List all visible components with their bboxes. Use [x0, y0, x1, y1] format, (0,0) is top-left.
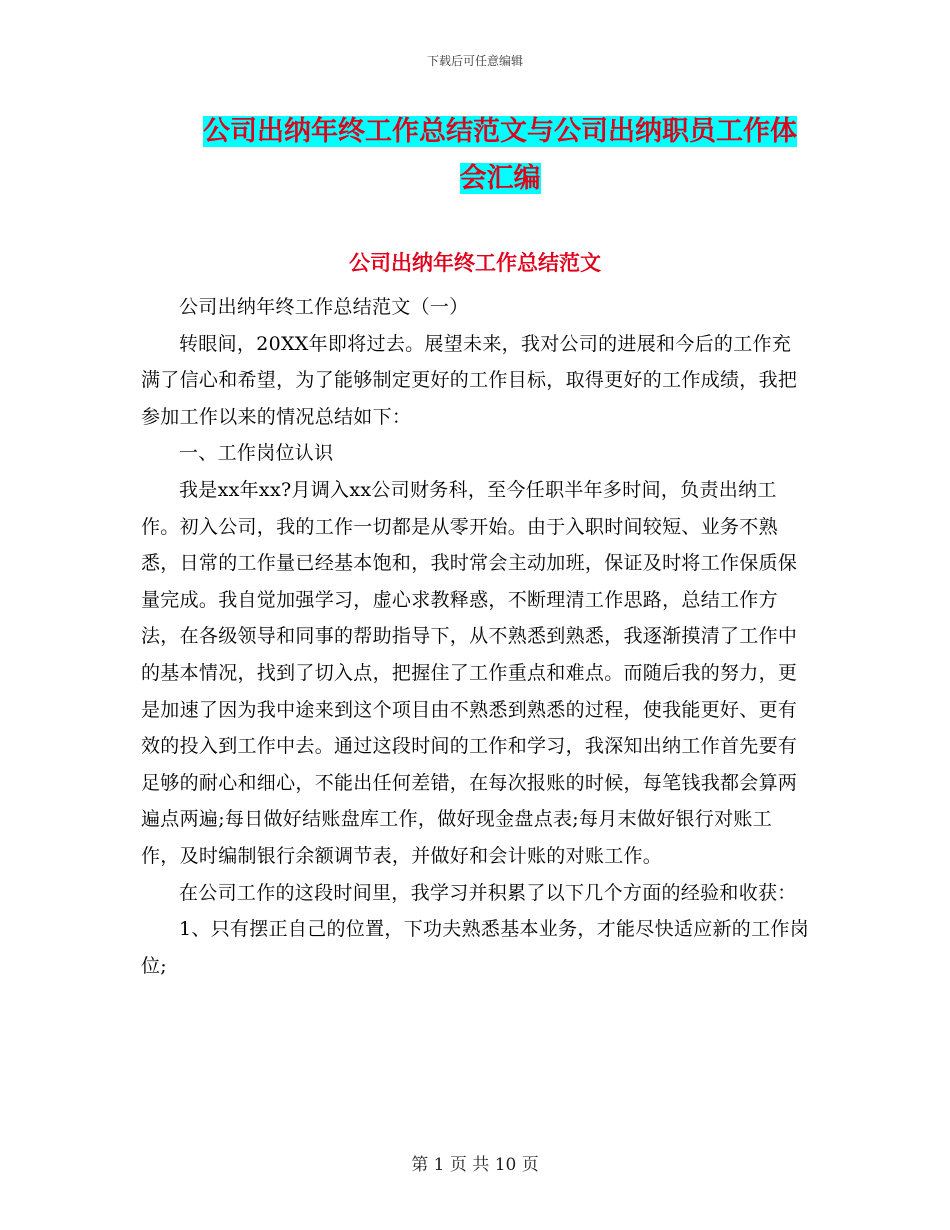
section-title: 公司出纳年终工作总结范文	[349, 251, 601, 275]
body-paragraph: 1、只有摆正自己的位置，下功夫熟悉基本业务，才能尽快适应新的工作岗位;	[141, 918, 809, 977]
body-paragraph: 我是xx年xx?月调入xx公司财务科，至今任职半年多时间，负责出纳工作。初入公司，我的工作一切都是从零开始。由于入职时间较短、业务不熟悉，日常的工作量已经基本饱和，我时常会主动加班，保证及时将工作保质保量完成。我自觉加强学习，虚心求教释惑，不断理清工作思路，总结工作方法，在各级领导和同事的帮助指导下，从不熟悉到熟悉，我逐渐摸清了工作中的基本情况，找到了切入点，把握住了工作重点和难点。而随后我的努力，更是加速了因为我中途来到这个项目由不熟悉到熟悉的过程，使我能更好、更有效的投入到工作中去。通过这段时间的工作和学习，我深知出纳工作首先要有足够的耐心和细心，不能出任何差错，在每次报账的时候，每笔钱我都会算两遍点两遍;每日做好结账盘库工作，做好现金盘点表;每月末做好银行对账工作，及时编制银行余额调节表，并做好和会计账的对账工作。	[141, 478, 798, 867]
body-paragraph: 一、工作岗位认识	[179, 442, 334, 465]
document-title-text: 公司出纳年终工作总结范文与公司出纳职员工作体会汇编	[203, 116, 797, 194]
body-paragraph: 在公司工作的这段时间里，我学习并积累了以下几个方面的经验和收获：	[179, 881, 797, 904]
page-number: 第 1 页 共 10 页	[411, 1155, 539, 1175]
body-paragraph: 转眼间，20XX年即将过去。展望未来，我对公司的进展和今后的工作充满了信心和希望，为了能够制定更好的工作目标，取得更好的工作成绩，我把参加工作以来的情况总结如下：	[141, 332, 798, 428]
document-body	[141, 289, 809, 984]
body-paragraph: 公司出纳年终工作总结范文（一）	[179, 296, 469, 318]
document-title	[190, 108, 810, 202]
page-header-note: 下载后可任意编辑	[426, 54, 523, 68]
